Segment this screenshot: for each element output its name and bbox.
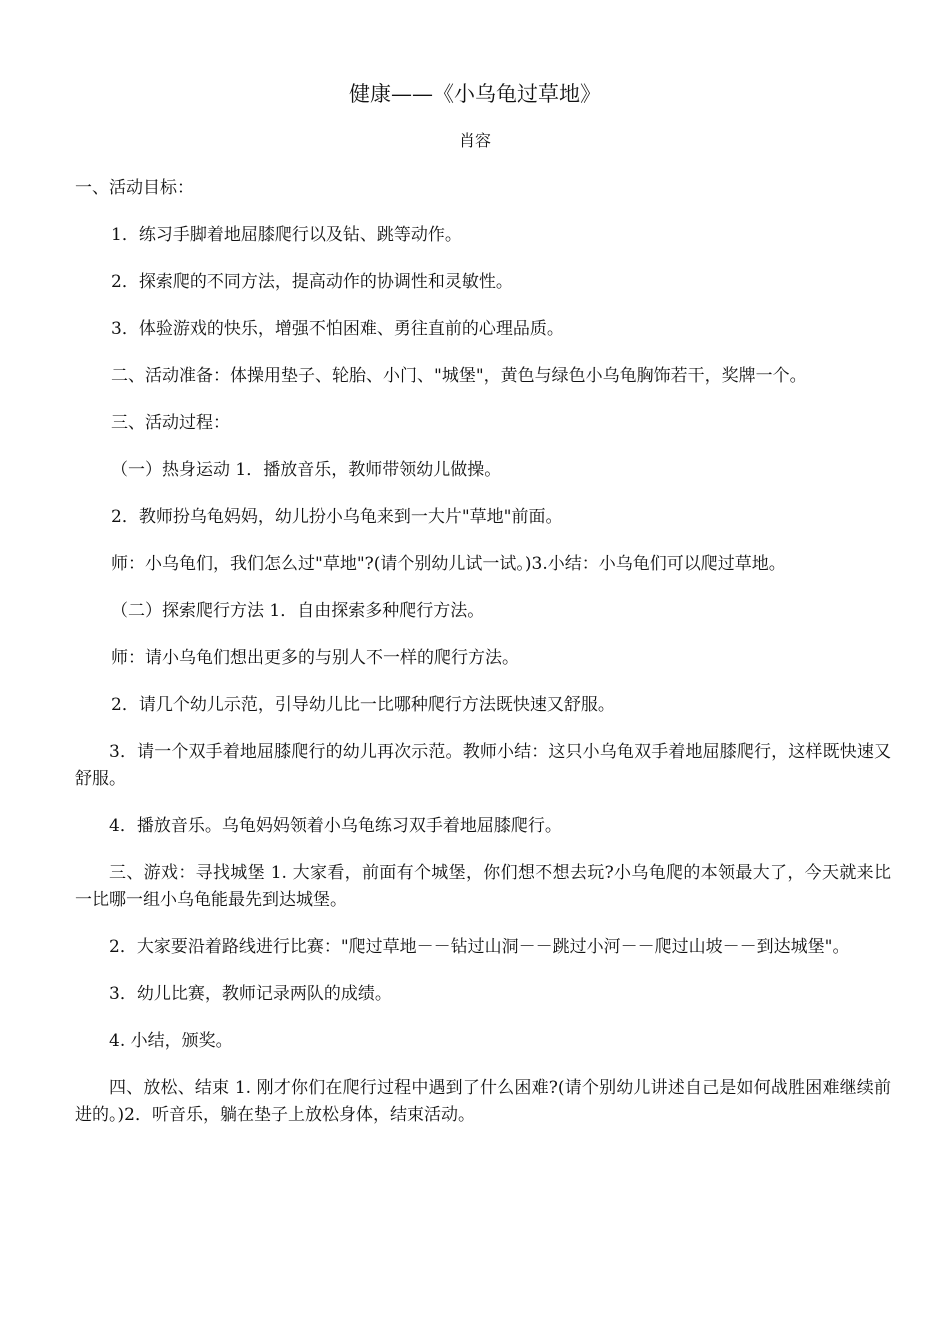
paragraph: 四、放松、结束 1. 刚才你们在爬行过程中遇到了什么困难?(请个别幼儿讲述自己是如何战胜困难继续前进的。)2．听音乐，躺在垫子上放松身体，结束活动。 <box>75 1078 891 1125</box>
paragraph: 2．教师扮乌龟妈妈，幼儿扮小乌龟来到一大片"草地"前面。 <box>111 507 563 527</box>
paragraph: 2．请几个幼儿示范，引导幼儿比一比哪种爬行方法既快速又舒服。 <box>111 695 615 715</box>
document-author: 肖容 <box>458 131 491 150</box>
paragraph: 二、活动准备：体操用垫子、轮胎、小门、"城堡"，黄色与绿色小乌龟胸饰若干，奖牌一个。 <box>111 366 807 386</box>
paragraph: 三、游戏：寻找城堡 1. 大家看，前面有个城堡，你们想不想去玩?小乌龟爬的本领最大了，今天就来比一比哪一组小乌龟能最先到达城堡。 <box>75 863 891 910</box>
paragraph: 三、活动过程： <box>111 413 230 433</box>
paragraph: 3．请一个双手着地屈膝爬行的幼儿再次示范。教师小结：这只小乌龟双手着地屈膝爬行，这样既快速又舒服。 <box>75 742 891 789</box>
paragraph: （二）探索爬行方法 1．自由探索多种爬行方法。 <box>111 601 485 621</box>
paragraph: 师：请小乌龟们想出更多的与别人不一样的爬行方法。 <box>111 648 519 668</box>
paragraph: 4．播放音乐。乌龟妈妈领着小乌龟练习双手着地屈膝爬行。 <box>109 816 562 836</box>
paragraph: 2．大家要沿着路线进行比赛："爬过草地－－钻过山洞－－跳过小河－－爬过山坡－－到达城堡"。 <box>109 937 850 957</box>
document-body <box>75 175 891 1149</box>
document-title: 健康——《小乌龟过草地》 <box>349 82 601 106</box>
paragraph: 3．体验游戏的快乐，增强不怕困难、勇往直前的心理品质。 <box>111 319 564 339</box>
paragraph: 3．幼儿比赛，教师记录两队的成绩。 <box>109 984 392 1004</box>
paragraph: 4. 小结，颁奖。 <box>109 1031 233 1051</box>
paragraph: （一）热身运动 1．播放音乐，教师带领幼儿做操。 <box>111 460 502 480</box>
paragraph: 2．探索爬的不同方法，提高动作的协调性和灵敏性。 <box>111 272 513 292</box>
paragraph: 1．练习手脚着地屈膝爬行以及钻、跳等动作。 <box>111 225 462 245</box>
paragraph: 一、活动目标： <box>75 178 194 198</box>
paragraph: 师：小乌龟们，我们怎么过"草地"?(请个别幼儿试一试。)3.小结：小乌龟们可以爬过草地。 <box>111 554 786 574</box>
